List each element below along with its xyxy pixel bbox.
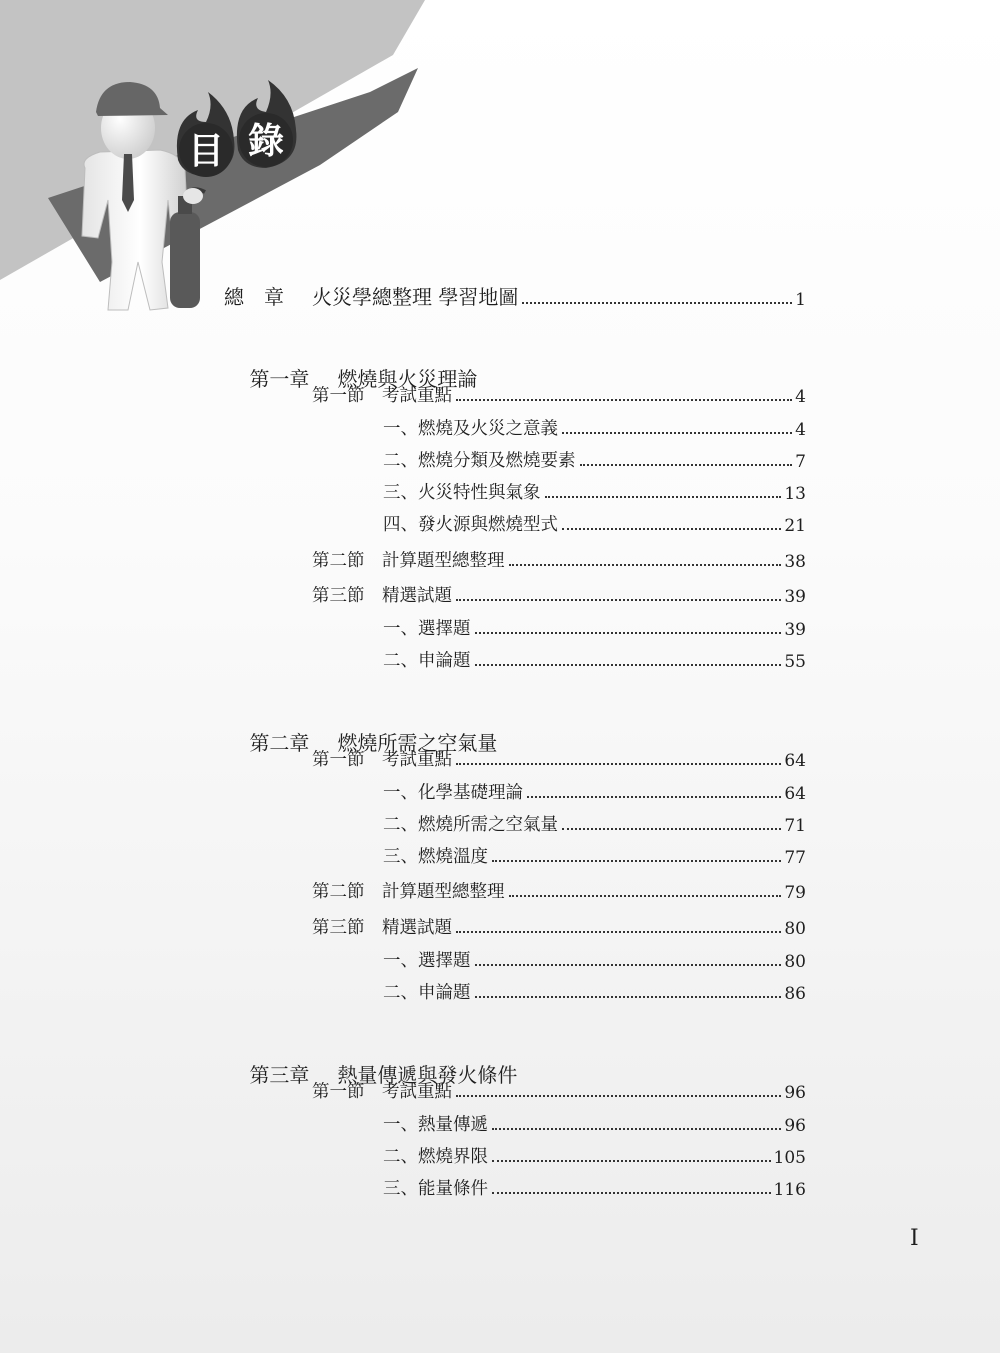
section-title: 考試重點 bbox=[382, 1082, 452, 1102]
leader-dots bbox=[562, 828, 781, 830]
page-number: 96 bbox=[784, 1083, 806, 1103]
badge-char-1: 目 bbox=[187, 131, 225, 172]
leader-dots bbox=[456, 931, 781, 933]
section-label: 第二節 bbox=[312, 551, 365, 571]
toc-item[interactable] bbox=[383, 947, 806, 972]
toc-item[interactable] bbox=[383, 811, 806, 836]
section-label: 第二節 bbox=[312, 882, 365, 902]
section-title: 精選試題 bbox=[382, 586, 452, 606]
toc-item[interactable] bbox=[383, 415, 806, 440]
page-number: 96 bbox=[784, 1116, 806, 1136]
toc-entry-general[interactable] bbox=[224, 281, 806, 310]
toc-section[interactable] bbox=[312, 382, 806, 407]
section-label: 第三節 bbox=[312, 586, 365, 606]
leader-dots bbox=[492, 1128, 781, 1130]
chapter-title: 燃燒所需之空氣量 bbox=[337, 731, 498, 755]
leader-dots bbox=[456, 599, 781, 601]
leader-dots bbox=[492, 860, 781, 862]
toc-item[interactable] bbox=[383, 1111, 806, 1136]
page-number: 116 bbox=[773, 1180, 806, 1200]
page-number: 4 bbox=[795, 387, 806, 407]
section-title: 考試重點 bbox=[382, 386, 452, 406]
leader-dots bbox=[475, 632, 782, 634]
toc-section[interactable] bbox=[312, 582, 806, 607]
chapter-title: 燃燒與火災理論 bbox=[337, 367, 478, 391]
chapter-label: 總 章 bbox=[224, 285, 284, 309]
leader-dots bbox=[475, 964, 782, 966]
leader-dots bbox=[456, 763, 781, 765]
toc-item[interactable] bbox=[383, 1143, 806, 1168]
item-title: 三、火災特性與氣象 bbox=[383, 483, 541, 503]
item-title: 一、熱量傳遞 bbox=[383, 1115, 488, 1135]
leader-dots bbox=[509, 895, 782, 897]
toc-item[interactable] bbox=[383, 843, 806, 868]
leader-dots bbox=[492, 1160, 771, 1162]
page-folio: I bbox=[910, 1226, 919, 1251]
page-number: 64 bbox=[784, 784, 806, 804]
page-number: 38 bbox=[784, 552, 806, 572]
item-title: 一、選擇題 bbox=[383, 951, 471, 971]
leader-dots bbox=[509, 564, 782, 566]
toc-item[interactable] bbox=[383, 615, 806, 640]
leader-dots bbox=[527, 796, 781, 798]
leader-dots bbox=[580, 464, 793, 466]
toc-section[interactable] bbox=[312, 1078, 806, 1103]
page-number: 64 bbox=[784, 751, 806, 771]
toc-item[interactable] bbox=[383, 447, 806, 472]
item-title: 二、申論題 bbox=[383, 983, 471, 1003]
page-number: 1 bbox=[795, 290, 806, 310]
chapter-label: 第二章 bbox=[249, 731, 310, 755]
header-illustration bbox=[0, 0, 460, 320]
page-number: 39 bbox=[784, 587, 806, 607]
section-title: 計算題型總整理 bbox=[382, 551, 505, 571]
toc-item[interactable] bbox=[383, 647, 806, 672]
item-title: 一、選擇題 bbox=[383, 619, 471, 639]
toc-item[interactable] bbox=[383, 479, 806, 504]
page-number: 77 bbox=[784, 848, 806, 868]
page-number: 39 bbox=[784, 620, 806, 640]
page-number: 21 bbox=[784, 516, 806, 536]
toc-item[interactable] bbox=[383, 779, 806, 804]
item-title: 一、化學基礎理論 bbox=[383, 783, 523, 803]
leader-dots bbox=[475, 664, 782, 666]
item-title: 三、燃燒溫度 bbox=[383, 847, 488, 867]
page-number: 80 bbox=[784, 919, 806, 939]
item-title: 三、能量條件 bbox=[383, 1179, 488, 1199]
section-title: 考試重點 bbox=[382, 750, 452, 770]
page-number: 13 bbox=[784, 484, 806, 504]
toc-item[interactable] bbox=[383, 979, 806, 1004]
badge-char-2: 錄 bbox=[247, 121, 285, 162]
page-number: 55 bbox=[784, 652, 806, 672]
leader-dots bbox=[456, 399, 792, 401]
section-label: 第三節 bbox=[312, 918, 365, 938]
item-title: 二、燃燒所需之空氣量 bbox=[383, 815, 558, 835]
toc-section[interactable] bbox=[312, 878, 806, 903]
section-label: 第一節 bbox=[312, 1082, 365, 1102]
chapter-title: 火災學總整理 學習地圖 bbox=[312, 285, 519, 309]
section-label: 第一節 bbox=[312, 750, 365, 770]
toc-item[interactable] bbox=[383, 511, 806, 536]
page-number: 4 bbox=[795, 420, 806, 440]
page-number: 71 bbox=[784, 816, 806, 836]
toc-item[interactable] bbox=[383, 1175, 806, 1200]
item-title: 四、發火源與燃燒型式 bbox=[383, 515, 558, 535]
leader-dots bbox=[475, 996, 782, 998]
page-number: 86 bbox=[784, 984, 806, 1004]
leader-dots bbox=[562, 432, 792, 434]
leader-dots bbox=[492, 1192, 771, 1194]
page-number: 105 bbox=[773, 1148, 806, 1168]
leader-dots bbox=[522, 302, 792, 304]
page-number: 79 bbox=[784, 883, 806, 903]
item-title: 一、燃燒及火災之意義 bbox=[383, 419, 558, 439]
leader-dots bbox=[545, 496, 782, 498]
chapter-title: 熱量傳遞與發火條件 bbox=[337, 1063, 518, 1087]
toc-section[interactable] bbox=[312, 746, 806, 771]
page-number: 80 bbox=[784, 952, 806, 972]
page-number: 7 bbox=[795, 452, 806, 472]
section-title: 精選試題 bbox=[382, 918, 452, 938]
chapter-label: 第一章 bbox=[249, 367, 310, 391]
leader-dots bbox=[456, 1095, 781, 1097]
section-label: 第一節 bbox=[312, 386, 365, 406]
toc-section[interactable] bbox=[312, 547, 806, 572]
item-title: 二、燃燒分類及燃燒要素 bbox=[383, 451, 576, 471]
chapter-label: 第三章 bbox=[249, 1063, 310, 1087]
item-title: 二、申論題 bbox=[383, 651, 471, 671]
item-title: 二、燃燒界限 bbox=[383, 1147, 488, 1167]
section-title: 計算題型總整理 bbox=[382, 882, 505, 902]
toc-section[interactable] bbox=[312, 914, 806, 939]
leader-dots bbox=[562, 528, 781, 530]
